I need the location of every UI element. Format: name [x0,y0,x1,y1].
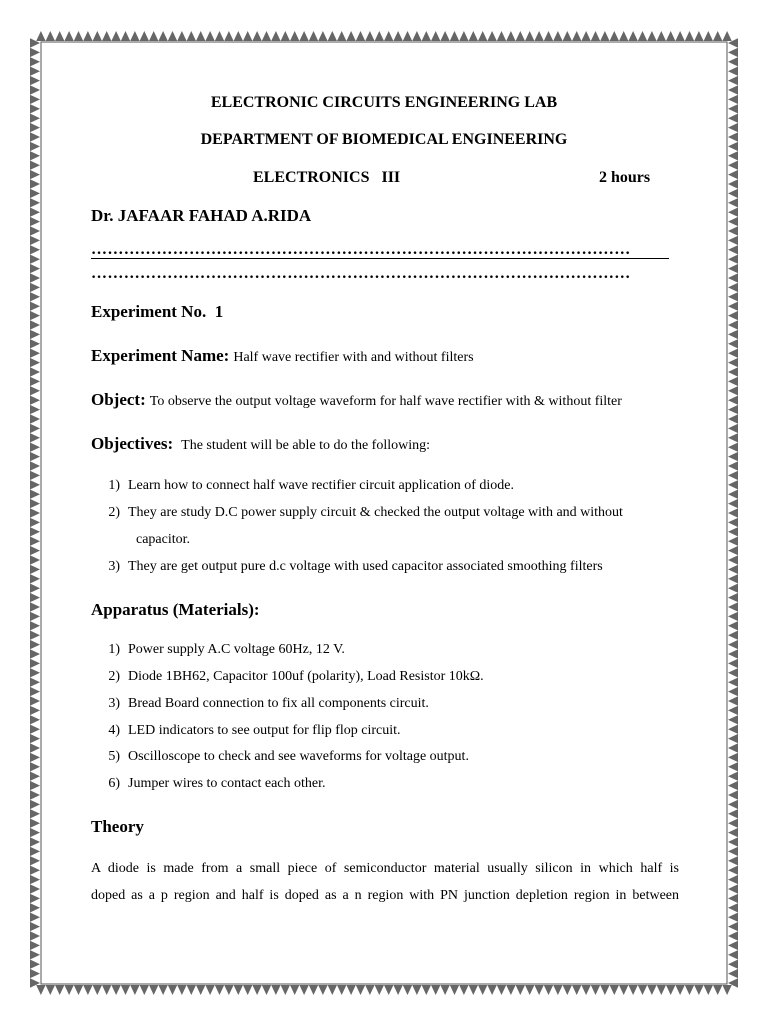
list-item: 3) Bread Board connection to fix all components circuit. [108,696,429,711]
experiment-name-value: Half wave rectifier with and without filters [233,350,474,365]
experiment-name-line [91,346,474,366]
list-item-continuation: capacitor. [136,532,191,547]
objectives-intro: The student will be able to do the following: [181,438,430,453]
list-item: 1) Power supply A.C voltage 60Hz, 12 V. [108,642,345,657]
experiment-number: Experiment No. 1 [91,302,224,321]
object-line [91,390,622,410]
objectives-line [91,434,430,454]
lab-title: ELECTRONIC CIRCUITS ENGINEERING LAB [210,94,558,111]
apparatus-heading: Apparatus (Materials): [91,600,260,619]
list-item: 2) They are study D.C power supply circuit & checked the output voltage with and without [108,505,623,520]
course-title: ELECTRONICS III [253,169,401,186]
list-item: 6) Jumper wires to contact each other. [108,776,326,791]
list-item: 3) They are get output pure d.c voltage with used capacitor associated smoothing filters [108,559,603,574]
list-item: 2) Diode 1BH62, Capacitor 100uf (polarity), Load Resistor 10kΩ. [108,669,484,684]
theory-paragraph-line: doped as a p region and half is doped as a n region with PN junction depletion region in between [91,888,679,903]
course-duration: 2 hours [599,169,651,186]
object-label: Object: [91,390,146,409]
list-item: 1) Learn how to connect half wave rectifier circuit application of diode. [108,478,514,493]
instructor-name: Dr. JAFAAR FAHAD A.RIDA [91,206,312,225]
department-title: DEPARTMENT OF BIOMEDICAL ENGINEERING [200,131,568,148]
dotted-separator: ……………………………………………………………………………………… [91,265,631,282]
separator-rule [91,258,669,259]
theory-paragraph-line: A diode is made from a small piece of semiconductor material usually silicon in which half is [91,861,679,876]
objectives-label: Objectives: [91,434,174,453]
dotted-separator: ……………………………………………………………………………………… [91,241,631,258]
experiment-name-label: Experiment Name: [91,346,230,365]
list-item: 4) LED indicators to see output for flip flop circuit. [108,723,401,738]
object-value: To observe the output voltage waveform for half wave rectifier with & without filter [149,394,622,409]
list-item: 5) Oscilloscope to check and see waveforms for voltage output. [108,749,469,764]
theory-heading: Theory [91,817,144,836]
